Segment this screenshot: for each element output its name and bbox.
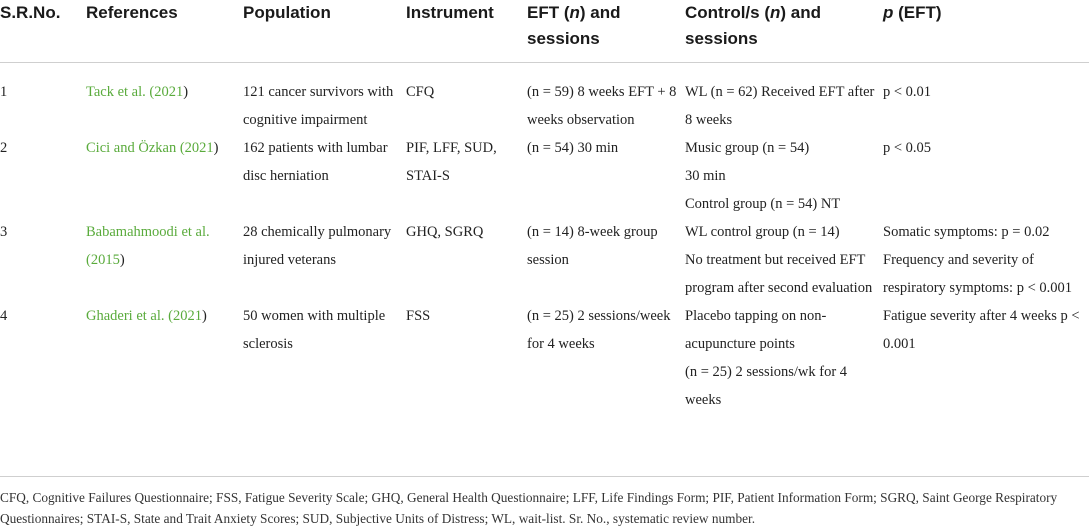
cell-control <box>685 218 883 302</box>
cell-instrument: FSS <box>406 308 431 324</box>
cell-reference <box>86 63 243 135</box>
cell-population: 162 patients with lumbar disc herniation <box>243 140 388 184</box>
cell-instrument: PIF, LFF, SUD, STAI-S <box>406 140 497 184</box>
header-eft-b: ) and sessions <box>527 3 621 48</box>
cell-control: WL (n = 62) Received EFT after 8 weeks <box>685 84 875 128</box>
cell-srno: 4 <box>0 308 8 324</box>
reference-close: ) <box>213 140 219 156</box>
header-row <box>0 0 1089 63</box>
reference-year-link[interactable]: 2015 <box>90 252 120 268</box>
p-line: Frequency and severity of respiratory symptoms: p < 0.001 <box>883 252 1073 296</box>
cell-srno: 2 <box>0 140 8 156</box>
cell-eft: (n = 25) 2 sessions/week for 4 weeks <box>527 308 671 352</box>
reference-close: ) <box>119 252 125 268</box>
control-line: WL control group (n = 14) <box>685 224 840 240</box>
cell-population: 28 chemically pulmonary injured veterans <box>243 224 392 268</box>
table-row <box>0 134 1089 218</box>
header-eft-a: EFT ( <box>527 3 570 22</box>
cell-population: 121 cancer survivors with cognitive impairment <box>243 84 394 128</box>
cell-instrument: GHQ, SGRQ <box>406 224 484 240</box>
header-p-eft <box>883 0 1089 63</box>
reference-close: ) <box>201 308 207 324</box>
p-line: Somatic symptoms: p = 0.02 <box>883 224 1050 240</box>
reference-link[interactable]: Babamahmoodi et al. ( <box>86 224 210 268</box>
header-eft <box>527 0 685 63</box>
reference-year-link[interactable]: 2021 <box>172 308 202 324</box>
control-line: No treatment but received EFT program after second evaluation <box>685 252 873 296</box>
control-line: Placebo tapping on non-acupuncture points <box>685 308 827 352</box>
control-line: 30 min <box>685 168 726 184</box>
header-control <box>685 0 883 63</box>
reference-year-link[interactable]: 2021 <box>184 140 214 156</box>
header-references: References <box>86 3 178 22</box>
cell-srno: 3 <box>0 224 8 240</box>
header-ctrl-b: ) and sessions <box>685 3 821 48</box>
header-instrument: Instrument <box>406 3 494 22</box>
table-row <box>0 63 1089 135</box>
cell-srno: 1 <box>0 84 8 100</box>
cell-eft: (n = 59) 8 weeks EFT + 8 weeks observation <box>527 84 677 128</box>
cell-control <box>685 302 883 414</box>
reference-link[interactable]: Cici and Özkan ( <box>86 140 185 156</box>
header-srno: S.R.No. <box>0 3 61 22</box>
header-ctrl-a: Control/s ( <box>685 3 770 22</box>
header-eft-n: n <box>569 3 580 22</box>
cell-instrument: CFQ <box>406 84 435 100</box>
cell-eft: (n = 54) 30 min <box>527 140 619 156</box>
control-line: Control group (n = 54) NT <box>685 196 841 212</box>
control-line: Music group (n = 54) <box>685 140 810 156</box>
cell-p-eft: p < 0.01 <box>883 84 932 100</box>
cell-eft: (n = 14) 8-week group session <box>527 224 658 268</box>
table-bottom-rule <box>0 476 1089 477</box>
table-row <box>0 302 1089 414</box>
table-row <box>0 218 1089 302</box>
cell-population: 50 women with multiple sclerosis <box>243 308 386 352</box>
header-ctrl-n: n <box>770 3 781 22</box>
cell-control <box>685 134 883 218</box>
header-p: p <box>883 3 894 22</box>
header-population: Population <box>243 3 331 22</box>
cell-reference <box>86 134 243 218</box>
reference-year-link[interactable]: 2021 <box>154 84 184 100</box>
control-line: (n = 25) 2 sessions/wk for 4 weeks <box>685 364 848 408</box>
reference-close: ) <box>183 84 189 100</box>
cell-reference <box>86 218 243 302</box>
cell-reference <box>86 302 243 414</box>
reference-link[interactable]: Ghaderi et al. ( <box>86 308 173 324</box>
header-p-b: (EFT) <box>893 3 942 22</box>
cell-p-eft: p < 0.05 <box>883 140 932 156</box>
cell-p-eft <box>883 218 1089 302</box>
reference-link[interactable]: Tack et al. ( <box>86 84 155 100</box>
cell-p-eft: Fatigue severity after 4 weeks p < 0.001 <box>883 308 1080 352</box>
table-footnote: CFQ, Cognitive Failures Questionnaire; FSS, Fatigue Severity Scale; GHQ, General Health Questionnaire; LFF, Life Findings Form; PIF, Patient Information Form; SGRQ, Saint George Respiratory Questionnaires; STAI-S, State and Trait Anxiety Scores; SUD, Subjective Units of Distress; WL, wait-list. Sr. No., systematic review number. <box>0 490 1058 526</box>
